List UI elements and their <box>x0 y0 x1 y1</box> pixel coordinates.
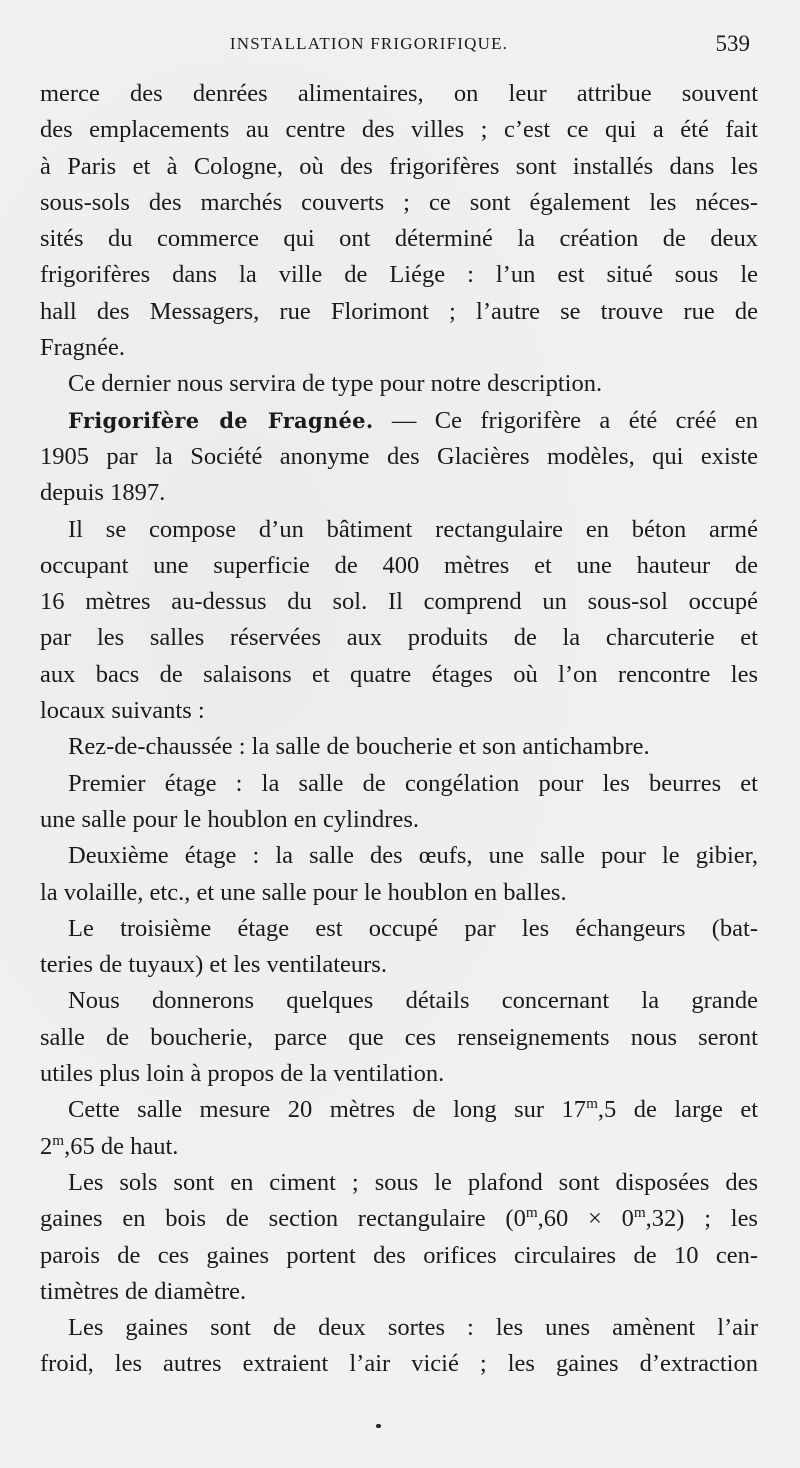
paragraph <box>40 911 758 984</box>
text-line: Ce dernier nous servira de type pour notre description. <box>68 370 603 398</box>
text-line: merce des denrées alimentaires, on leur attribue souvent <box>40 80 758 107</box>
text-line: frigorifères dans la ville de Liége : l’un est situé sous le <box>40 261 758 289</box>
ink-speck <box>376 1424 381 1428</box>
text-line: hall des Messagers, rue Florimont ; l’autre se trouve rue de <box>40 297 758 325</box>
text-line <box>40 403 758 439</box>
text-line: occupant une superficie de 400 mètres et une hauteur de <box>40 551 758 579</box>
paragraph <box>40 1310 758 1383</box>
section-heading: Frigorifère de Fragnée. <box>68 407 374 433</box>
paragraph <box>40 766 758 839</box>
superscript: m <box>586 1095 598 1113</box>
text-span: 2 <box>40 1132 53 1160</box>
text-line: aux bacs de salaisons et quatre étages où l’on rencontre les <box>40 660 758 688</box>
text-span: ,65 de haut. <box>64 1132 179 1160</box>
body-text <box>40 76 758 1383</box>
superscript: m <box>52 1131 65 1149</box>
text-line: une salle pour le houblon en cylindres. <box>40 805 419 833</box>
text-line: des emplacements au centre des villes ; c’est ce qui a été fait <box>40 116 758 144</box>
text-line <box>40 1201 758 1237</box>
text-line: 1905 par la Société anonyme des Glacières modèles, qui existe <box>40 442 758 470</box>
text-line: Nous donnerons quelques détails concernant la grande <box>68 987 758 1015</box>
text-span: — Ce frigorifère a été créé en <box>373 406 758 434</box>
text-span: gaines en bois de section rectangulaire (0 <box>40 1205 526 1233</box>
running-header <box>40 31 758 64</box>
text-span: ,60 × 0 <box>537 1205 634 1233</box>
text-line: salle de boucherie, parce que ces renseignements nous seront <box>40 1023 758 1051</box>
text-line: Fragnée. <box>40 334 126 362</box>
paragraph <box>40 1165 758 1310</box>
text-line: par les salles réservées aux produits de la charcuterie et <box>40 624 758 652</box>
text-line: sités du commerce qui ont déterminé la création de deux <box>40 225 758 253</box>
running-title: INSTALLATION FRIGORIFIQUE. <box>229 34 509 53</box>
text-line: Il se compose d’un bâtiment rectangulaire en béton armé <box>68 515 758 543</box>
text-line: parois de ces gaines portent des orifices circulaires de 10 cen- <box>40 1241 758 1269</box>
text-span: Cette salle mesure 20 mètres de long sur 17 <box>68 1096 587 1124</box>
paragraph <box>40 366 758 402</box>
text-span: ,5 de large et <box>597 1096 758 1124</box>
text-line: Rez-de-chaussée : la salle de boucherie et son antichambre. <box>68 733 650 761</box>
text-line: sous-sols des marchés couverts ; ce sont également les néces- <box>40 188 758 216</box>
paragraph <box>40 512 758 730</box>
text-line: froid, les autres extraient l’air vicié ; les gaines d’extraction <box>40 1350 758 1378</box>
paragraph <box>40 983 758 1092</box>
text-line: timètres de diamètre. <box>40 1277 247 1305</box>
text-line: à Paris et à Cologne, où des frigorifères sont installés dans les <box>40 152 758 180</box>
superscript: m <box>525 1204 538 1222</box>
paragraph <box>40 838 758 911</box>
paragraph <box>40 76 758 366</box>
text-line: la volaille, etc., et une salle pour le houblon en balles. <box>40 878 567 906</box>
text-line: Deuxième étage : la salle des œufs, une salle pour le gibier, <box>68 842 758 870</box>
text-line: utiles plus loin à propos de la ventilation. <box>40 1060 445 1088</box>
text-line: Les gaines sont de deux sortes : les unes amènent l’air <box>68 1314 758 1342</box>
paragraph <box>40 403 758 512</box>
text-line: Le troisième étage est occupé par les échangeurs (bat- <box>68 914 758 942</box>
text-line: depuis 1897. <box>40 479 166 507</box>
text-line: teries de tuyaux) et les ventilateurs. <box>40 951 387 979</box>
text-line: Premier étage : la salle de congélation pour les beurres et <box>68 769 758 797</box>
paragraph <box>40 729 758 765</box>
text-span: ,32) ; les <box>645 1205 758 1233</box>
text-line: 16 mètres au-dessus du sol. Il comprend un sous-sol occupé <box>40 588 758 616</box>
text-line: Les sols sont en ciment ; sous le plafond sont disposées des <box>68 1168 758 1196</box>
page-number: 539 <box>715 31 750 56</box>
text-line <box>40 1092 758 1128</box>
text-line <box>40 1129 758 1165</box>
superscript: m <box>633 1204 646 1222</box>
paragraph <box>40 1092 758 1165</box>
text-line: locaux suivants : <box>40 697 205 725</box>
